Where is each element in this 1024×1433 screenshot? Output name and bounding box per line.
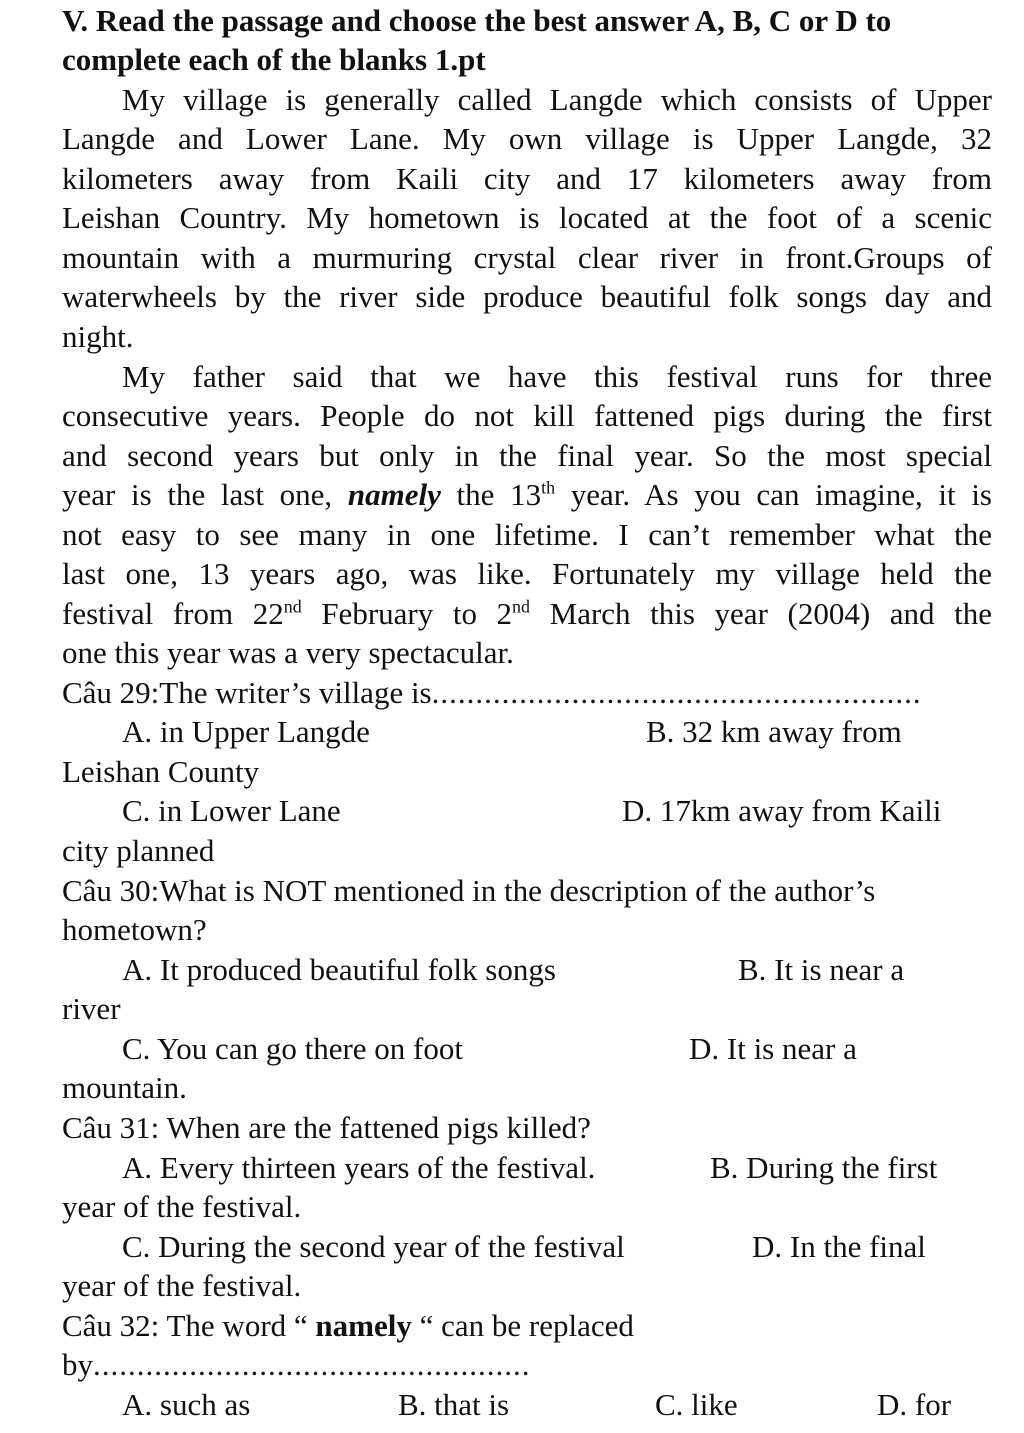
q30-option-d-wrap: mountain. (62, 1070, 187, 1105)
q32-option-a[interactable]: A. such as (122, 1387, 251, 1422)
question-30-stem: Câu 30:What is NOT mentioned in the description of the author’s (62, 873, 876, 908)
passage-p1-line-7: night. (62, 319, 134, 354)
passage-p1-line-4: Leishan Country. My hometown is located at the foot of a scenic (62, 200, 992, 235)
keyword-namely-bold: namely (315, 1308, 412, 1343)
passage-p2-line-6: last one, 13 years ago, was like. Fortunately my village held the (62, 556, 992, 591)
passage-p2-line-8: one this year was a very spectacular. (62, 635, 514, 670)
passage-p2-line-7: festival from 22nd February to 2nd March this year (2004) and the (62, 596, 992, 631)
section-heading-line-1: V. Read the passage and choose the best answer A, B, C or D to (62, 3, 892, 38)
question-30-stem-wrap: hometown? (62, 912, 207, 947)
q29-option-b-wrap: Leishan County (62, 754, 260, 789)
q31-option-b[interactable]: B. During the first (710, 1150, 938, 1185)
q29-option-b[interactable]: B. 32 km away from (646, 714, 902, 749)
q29-option-c[interactable]: C. in Lower Lane (122, 793, 341, 828)
question-31-stem: Câu 31: When are the fattened pigs killed? (62, 1110, 591, 1145)
q30-option-d[interactable]: D. It is near a (689, 1031, 857, 1066)
answer-blank: ........................................................ (431, 675, 922, 710)
passage-p1-line-5: mountain with a murmuring crystal clear river in front.Groups of (62, 240, 992, 275)
question-29-stem: Câu 29:The writer’s village is........................................................ (62, 675, 922, 710)
q29-option-d-wrap: city planned (62, 833, 215, 868)
q31-option-a[interactable]: A. Every thirteen years of the festival. (122, 1150, 596, 1185)
q31-option-c[interactable]: C. During the second year of the festival (122, 1229, 625, 1264)
q29-option-a[interactable]: A. in Upper Langde (122, 714, 370, 749)
q29-option-d[interactable]: D. 17km away from Kaili (622, 793, 942, 828)
keyword-namely: namely (347, 477, 441, 512)
q32-option-c[interactable]: C. like (655, 1387, 738, 1422)
section-heading-line-2: complete each of the blanks 1.pt (62, 42, 486, 77)
passage-p2-line-1: My father said that we have this festival runs for three (122, 359, 992, 394)
passage-p1-line-2: Langde and Lower Lane. My own village is Upper Langde, 32 (62, 121, 992, 156)
question-32-stem-wrap: by.................................................. (62, 1347, 531, 1382)
q31-option-d[interactable]: D. In the final (752, 1229, 926, 1264)
passage-p2-line-2: consecutive years. People do not kill fattened pigs during the first (62, 398, 992, 433)
q30-option-a[interactable]: A. It produced beautiful folk songs (122, 952, 556, 987)
answer-blank: .................................................. (93, 1347, 531, 1382)
passage-p1-line-6: waterwheels by the river side produce beautiful folk songs day and (62, 279, 992, 314)
q31-option-d-wrap: year of the festival. (62, 1268, 302, 1303)
q32-option-b[interactable]: B. that is (398, 1387, 510, 1422)
passage-p1-line-1: My village is generally called Langde which consists of Upper (122, 82, 992, 117)
q30-option-b[interactable]: B. It is near a (738, 952, 905, 987)
passage-p2-line-3: and second years but only in the final year. So the most special (62, 438, 992, 473)
q30-option-b-wrap: river (62, 991, 121, 1026)
passage-p1-line-3: kilometers away from Kaili city and 17 kilometers away from (62, 161, 992, 196)
q30-option-c[interactable]: C. You can go there on foot (122, 1031, 463, 1066)
passage-p2-line-4: year is the last one, namely the 13th year. As you can imagine, it is (62, 477, 992, 512)
q32-option-d[interactable]: D. for (877, 1387, 952, 1422)
q31-option-b-wrap: year of the festival. (62, 1189, 302, 1224)
passage-p2-line-5: not easy to see many in one lifetime. I can’t remember what the (62, 517, 992, 552)
question-32-stem: Câu 32: The word “ namely “ can be replaced (62, 1308, 634, 1343)
